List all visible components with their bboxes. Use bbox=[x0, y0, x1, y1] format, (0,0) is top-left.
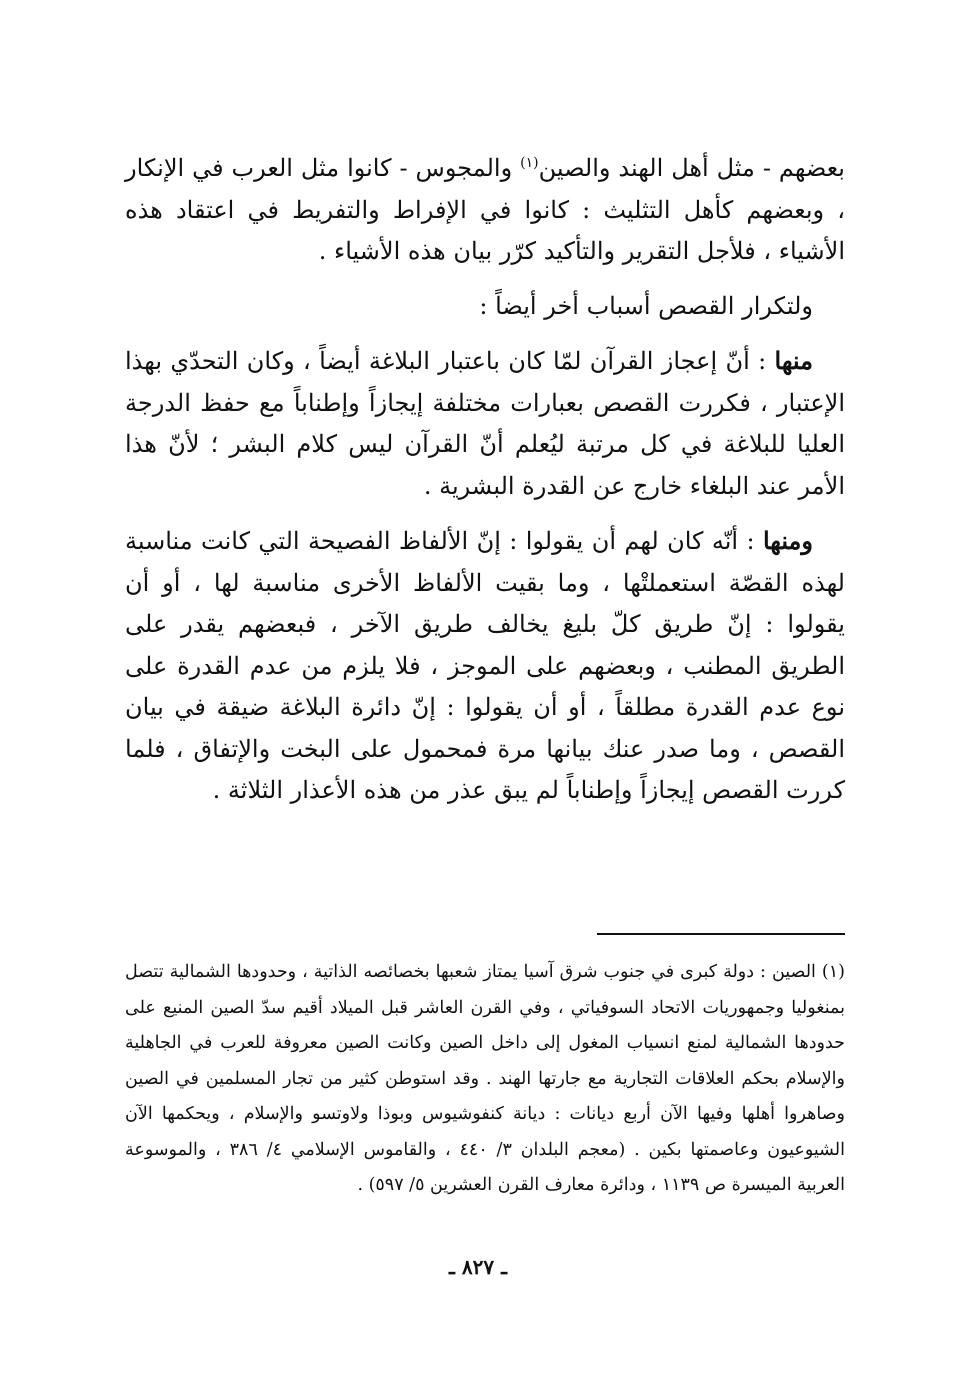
paragraph-1-text: بعضهم - مثل أهل الهند والصين bbox=[538, 154, 845, 182]
footnote-reference: (١) bbox=[520, 155, 539, 171]
paragraph-1-rest: والمجوس - كانوا مثل العرب في الإنكار ، وبعضهم كأهل التثليث : كانوا في الإفراط والتفريط في اعتقاد هذه الأشياء ، فلأجل التقرير والتأكيد كرّر بيان هذه الأشياء . bbox=[125, 154, 845, 265]
page-number: ـ ٨٢٧ ـ bbox=[449, 1255, 507, 1279]
paragraph-3 bbox=[125, 340, 845, 507]
paragraph-2: ولتكرار القصص أسباب أخر أيضاً : bbox=[479, 291, 813, 320]
footnote bbox=[125, 955, 845, 1204]
paragraph-4-text: : أنّه كان لهم أن يقولوا : إنّ الألفاظ الفصيحة التي كانت مناسبة لهذه القصّة استعملتْها ، وما بقيت الألفاظ الأخرى مناسبة لها ، أو أن يقولوا : إنّ طريق كلّ بليغ يخالف طريق الآخر ، فبعضهم يقدر على الطريق المطنب ، وبعضهم على الموجز ، فلا يلزم من عدم القدرة على نوع عدم القدرة مطلقاً ، أو أن يقولوا : إنّ دائرة البلاغة ضيقة في بيان القصص ، وما صدر عنك بيانها مرة فمحمول على البخت والإتفاق ، فلما كررت القصص إيجازاً وإطناباً لم يبق عذر من هذه الأعذار الثلاثة . bbox=[125, 527, 845, 804]
paragraph-3-lead: منها bbox=[774, 346, 813, 375]
footnote-text: (١) الصين : دولة كبرى في جنوب شرق آسيا يمتاز شعبها بخصائصه الذاتية ، وحدودها الشمالية تتصل بمنغوليا وجمهوريات الاتحاد السوفياتي ، وفي القرن العاشر قبل الميلاد أقيم سدّ الصين المنيع على حدودها الشمالية لمنع انسياب المغول إلى داخل الصين وكانت الصين معروفة للعرب في الجاهلية والإسلام بحكم العلاقات التجارية مع جارتها الهند . وقد استوطن كثير من تجار المسلمين في الصين وصاهروا أهلها وفيها الآن أربع ديانات : ديانة كنفوشيوس وبوذا ولاوتسو والإسلام ، ويحكمها الآن الشيوعيون وعاصمتها بكين . (معجم البلدان ٣/ ٤٤٠ ، والقاموس الإسلامي ٤/ ٣٨٦ ، والموسوعة العربية الميسرة ص ١١٣٩ ، ودائرة معارف القرن العشرين ٥/ ٥٩٧) . bbox=[125, 962, 845, 1195]
footnote-separator bbox=[597, 933, 845, 935]
paragraph-3-text: : أنّ إعجاز القرآن لمّا كان باعتبار البلاغة أيضاً ، وكان التحدّي بهذا الإعتبار ، فكررت القصص بعبارات مختلفة إيجازاً وإطناباً مع حفظ الدرجة العليا للبلاغة في كل مرتبة ليُعلم أنّ القرآن ليس كلام البشر ؛ لأنّ هذا الأمر عند البلغاء خارج عن القدرة البشرية . bbox=[125, 347, 845, 500]
paragraph-4 bbox=[125, 520, 845, 812]
main-text bbox=[125, 148, 845, 812]
paragraph-4-lead: ومنها bbox=[762, 526, 813, 555]
paragraph-1 bbox=[125, 148, 845, 273]
